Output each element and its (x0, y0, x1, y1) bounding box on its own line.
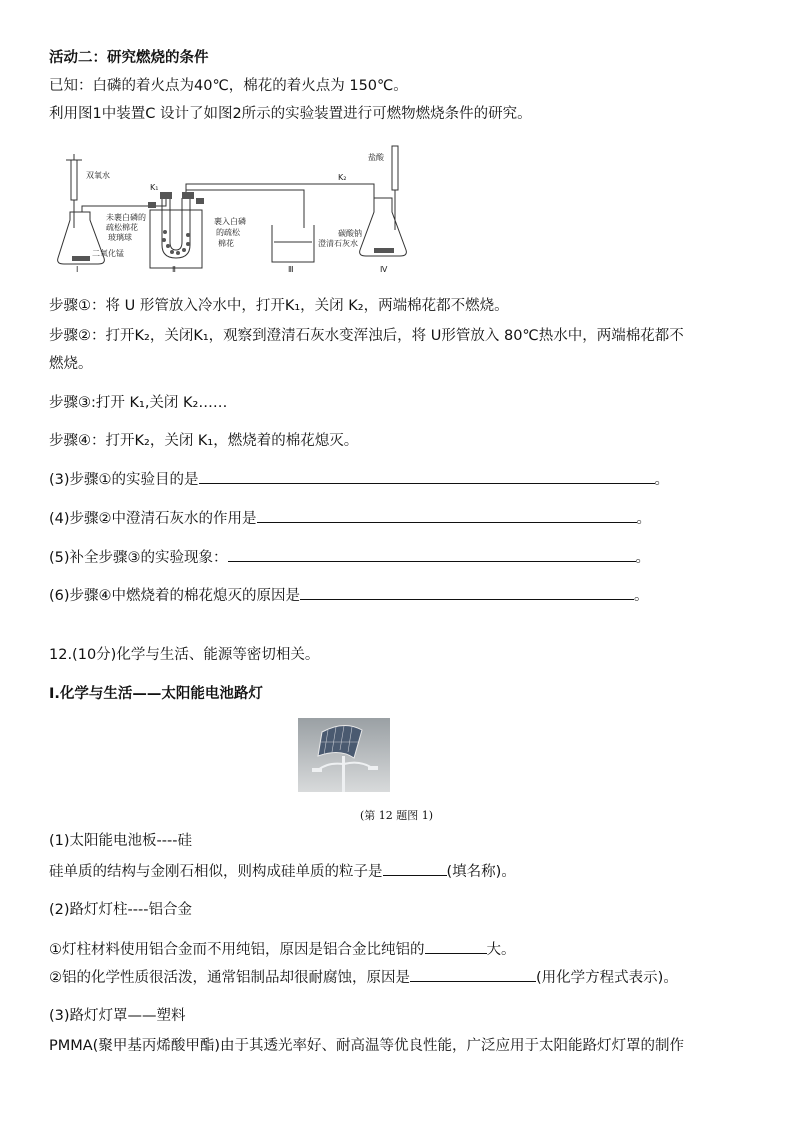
question-4: (4)步骤②中澄清石灰水的作用是 。 (49, 508, 651, 529)
label-k1: K₁ (150, 183, 159, 192)
figure-caption: (第 12 题图 1) (359, 809, 434, 822)
beaker-3 (272, 225, 314, 262)
question-6: (6)步骤④中燃烧着的棉花熄灭的原因是 。 (49, 585, 649, 606)
step-4: 步骤④：打开K₂，关闭 K₁，燃烧着的棉花熄灭。 (49, 433, 359, 449)
answer-blank-3[interactable] (199, 469, 655, 484)
answer-blank-alloy[interactable] (425, 939, 487, 954)
activity-title: 活动二：研究燃烧的条件 (49, 50, 209, 66)
label-wrapped-p3: 棉花 (218, 239, 234, 248)
step-2a: 步骤②：打开K₂，关闭K₁，观察到澄清石灰水变浑浊后，将 U形管放入 80℃热水中，两端棉花都不 (49, 328, 684, 344)
question-5: (5)补全步骤③的实验现象： 。 (49, 547, 650, 568)
answer-blank-6[interactable] (300, 585, 634, 600)
label-mno2: 二氧化锰 (92, 249, 124, 258)
step-3: 步骤③:打开 K₁,关闭 K₂…… (49, 395, 228, 411)
label-n3: Ⅲ (288, 265, 294, 274)
part-2-a: ①灯柱材料使用铝合金而不用纯铝，原因是铝合金比纯铝的 大。 (49, 939, 516, 960)
part-3-text: PMMA(聚甲基丙烯酸甲酯)由于其透光率好、耐高温等优良性能，广泛应用于太阳能路灯灯罩的制作 (49, 1038, 684, 1054)
label-glass-beads: 玻璃球 (108, 233, 132, 242)
label-n4: Ⅳ (380, 265, 388, 274)
label-wrapped-p: 裹入白磷 (214, 217, 246, 226)
part-1-title: (1)太阳能电池板----硅 (49, 833, 192, 849)
answer-blank-5[interactable] (228, 547, 636, 562)
q12-section-title: Ⅰ.化学与生活——太阳能电池路灯 (49, 686, 263, 702)
label-unwrapped-p: 未裹白磷的 (106, 213, 146, 222)
label-loose-cotton: 疏松棉花 (106, 223, 138, 232)
answer-blank-4[interactable] (257, 508, 637, 523)
flask-4 (360, 198, 407, 256)
part-2-b: ②铝的化学性质很活泼，通常铝制品却很耐腐蚀，原因是 (用化学方程式表示)。 (49, 967, 678, 988)
label-limewater: 澄清石灰水 (318, 239, 358, 248)
label-n1: Ⅰ (76, 265, 79, 274)
label-wrapped-p2: 的疏松 (216, 228, 240, 237)
label-na2co3: 碳酸钠 (338, 229, 362, 238)
label-n2: Ⅱ (172, 265, 176, 274)
part-3-title: (3)路灯灯罩——塑料 (49, 1008, 186, 1024)
q12-header: 12.(10分)化学与生活、能源等密切相关。 (49, 647, 320, 663)
apparatus-diagram (52, 140, 412, 275)
part-1-text: 硅单质的结构与金刚石相似，则构成硅单质的粒子是 (填名称)。 (49, 861, 516, 882)
label-hcl: 盐酸 (368, 153, 384, 162)
question-3: (3)步骤①的实验目的是 。 (49, 469, 669, 490)
part-2-title: (2)路灯灯柱----铝合金 (49, 902, 192, 918)
funnel-1 (71, 160, 77, 200)
step-2b: 燃烧。 (49, 356, 93, 372)
intro-text: 利用图1中装置C 设计了如图2所示的实验装置进行可燃物燃烧条件的研究。 (49, 106, 532, 122)
label-k2: K₂ (338, 173, 347, 182)
step-1: 步骤①：将 U 形管放入冷水中，打开K₁，关闭 K₂，两端棉花都不燃烧。 (49, 298, 509, 314)
funnel-4 (392, 146, 398, 190)
label-h2o2: 双氧水 (86, 171, 110, 180)
solar-lamp-image (298, 718, 390, 792)
answer-blank-silicon[interactable] (383, 861, 447, 876)
answer-blank-equation[interactable] (410, 967, 536, 982)
known-text: 已知：白磷的着火点为40℃，棉花的着火点为 150℃。 (49, 78, 408, 94)
